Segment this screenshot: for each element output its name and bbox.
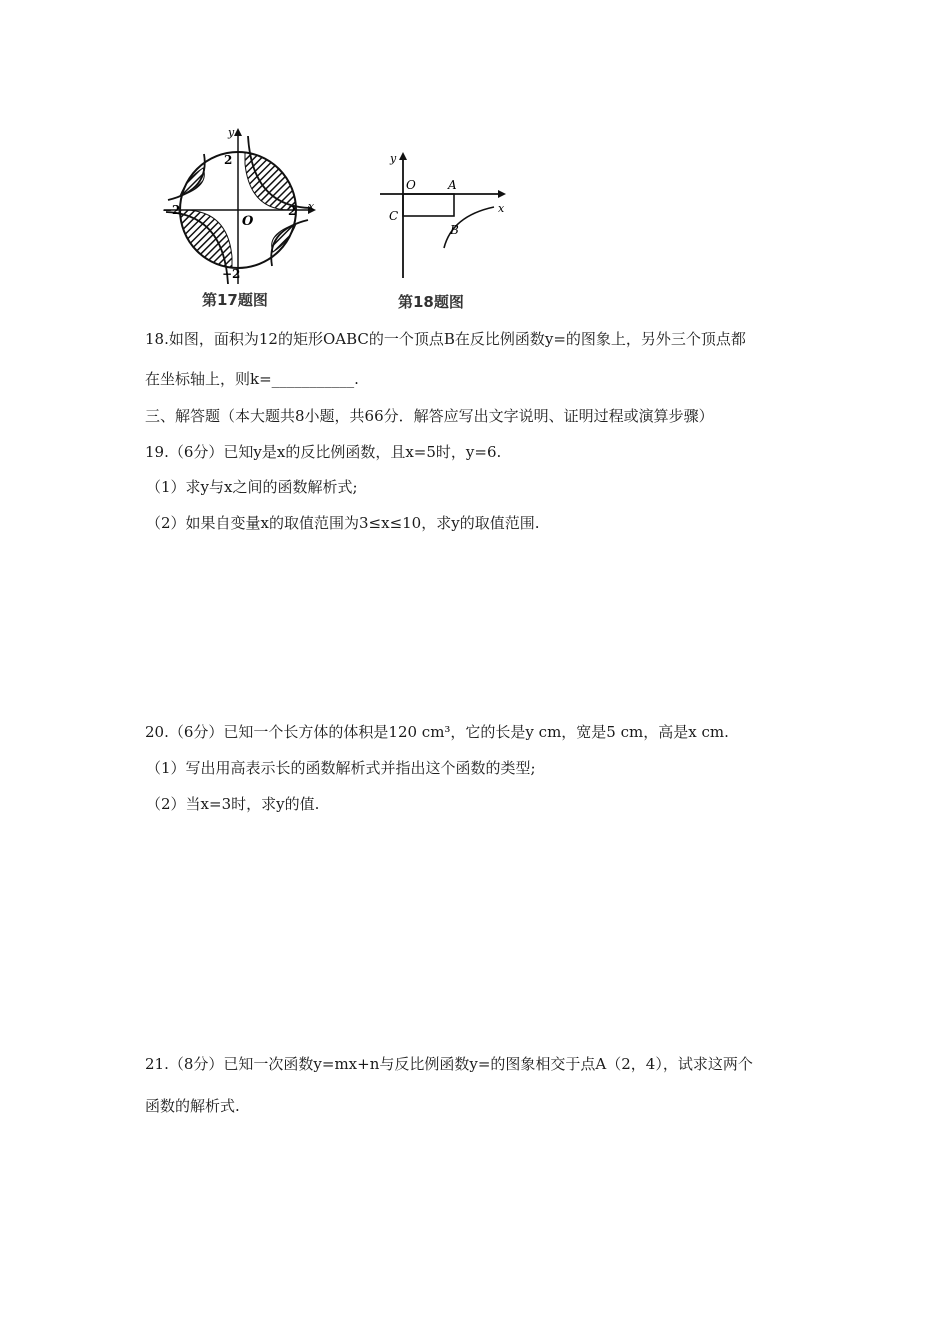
label-C: C [389,209,399,223]
question-21-line-1: 21.（8分）已知一次函数y=mx+n与反比例函数y=的图象相交于点A（2，4），试求这两个 [145,1055,753,1073]
figure-17-caption: 第17题图 [202,291,268,309]
y-axis-label: y [390,152,397,165]
question-19-part-1: （1）求y与x之间的函数解析式; [146,478,358,496]
label-O: O [406,178,416,192]
y-axis-arrow [234,128,242,136]
y-axis-label: y [228,126,235,139]
question-20-stem: 20.（6分）已知一个长方体的体积是120 cm³，它的长是y cm，宽是5 cm，高是x cm. [145,723,729,741]
x-axis-label: x [498,202,505,215]
tick-right: 2 [288,204,297,218]
question-21-line-2: 函数的解析式. [145,1097,240,1115]
question-19-part-2: （2）如果自变量x的取值范围为3≤x≤10，求y的取值范围. [146,514,540,532]
label-B: B [450,223,459,237]
label-A: A [448,178,457,192]
question-20-part-2: （2）当x=3时，求y的值. [146,795,320,813]
tick-top: 2 [224,153,233,167]
x-axis-label: x [308,200,315,213]
y-axis-arrow [399,152,407,160]
origin-label: O [242,214,254,229]
x-axis-arrow [498,190,506,198]
figure-18-caption: 第18题图 [398,293,464,311]
figure-17 [160,124,320,284]
question-18-line-1: 18.如图，面积为12的矩形OABC的一个顶点B在反比例函数y=的图象上，另外三个顶点都 [145,330,746,348]
question-19-stem: 19.（6分）已知y是x的反比例函数，且x=5时，y=6. [145,443,502,461]
question-20-part-1: （1）写出用高表示长的函数解析式并指出这个函数的类型; [146,759,536,777]
figure-18 [380,148,510,280]
question-18-line-2: 在坐标轴上，则k=___________. [145,370,359,388]
section-3-heading: 三、解答题（本大题共8小题，共66分．解答应写出文字说明、证明过程或演算步骤） [145,407,714,425]
tick-left: −2 [162,203,181,217]
rectangle-OABC [403,194,454,216]
tick-bottom: −2 [222,267,241,281]
